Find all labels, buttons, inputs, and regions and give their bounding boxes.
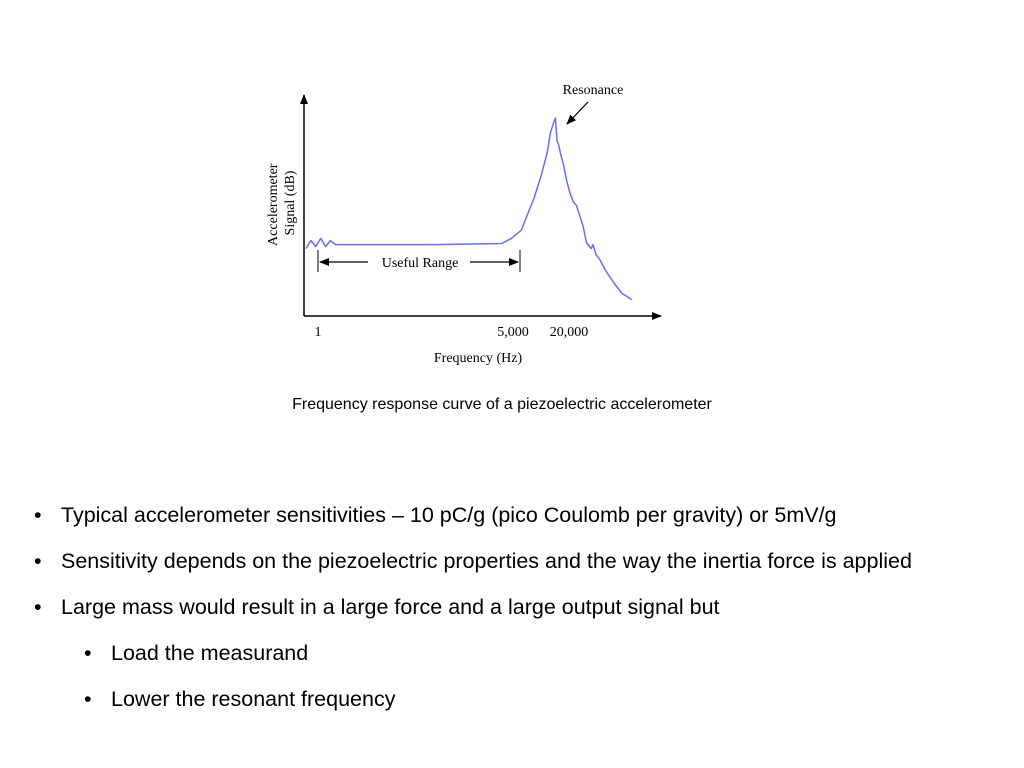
sub-bullet-item [84, 684, 994, 715]
bullet-list [34, 500, 994, 730]
resonance-label: Resonance [562, 83, 624, 98]
bullet-marker: • [34, 595, 42, 619]
figure-caption: Frequency response curve of a piezoelectric accelerometer [292, 396, 712, 413]
x-tick-label-5000: 5,000 [497, 325, 529, 340]
y-axis-label-line-2: Signal (dB) [283, 170, 298, 236]
bullet-item [34, 592, 994, 623]
x-tick-label-1: 1 [314, 325, 322, 340]
bullet-text: Lower the resonant frequency [111, 687, 396, 711]
bullet-item [34, 546, 994, 577]
bullet-text: Large mass would result in a large force and a large output signal but [61, 595, 720, 619]
bullet-marker: • [34, 503, 42, 527]
x-axis-label: Frequency (Hz) [433, 351, 523, 366]
bullet-text: Load the measurand [111, 641, 309, 665]
bullet-text: Sensitivity depends on the piezoelectric properties and the way the inertia force is applied [61, 549, 912, 573]
y-axis-label-line-1: Accelerometer [266, 163, 281, 246]
bullet-text: Typical accelerometer sensitivities – 10 pC/g (pico Coulomb per gravity) or 5mV/g [61, 503, 837, 527]
bullet-marker: • [34, 549, 42, 573]
x-tick-label-20000: 20,000 [549, 325, 589, 340]
useful-range-label: Useful Range [381, 256, 459, 271]
resonance-arrow [567, 102, 588, 124]
bullet-marker: • [84, 641, 92, 665]
y-axis-label [266, 160, 298, 246]
sub-bullet-item [84, 638, 994, 669]
bullet-marker: • [84, 687, 92, 711]
series-line-frequency-response [306, 118, 632, 300]
bullet-item [34, 500, 994, 531]
